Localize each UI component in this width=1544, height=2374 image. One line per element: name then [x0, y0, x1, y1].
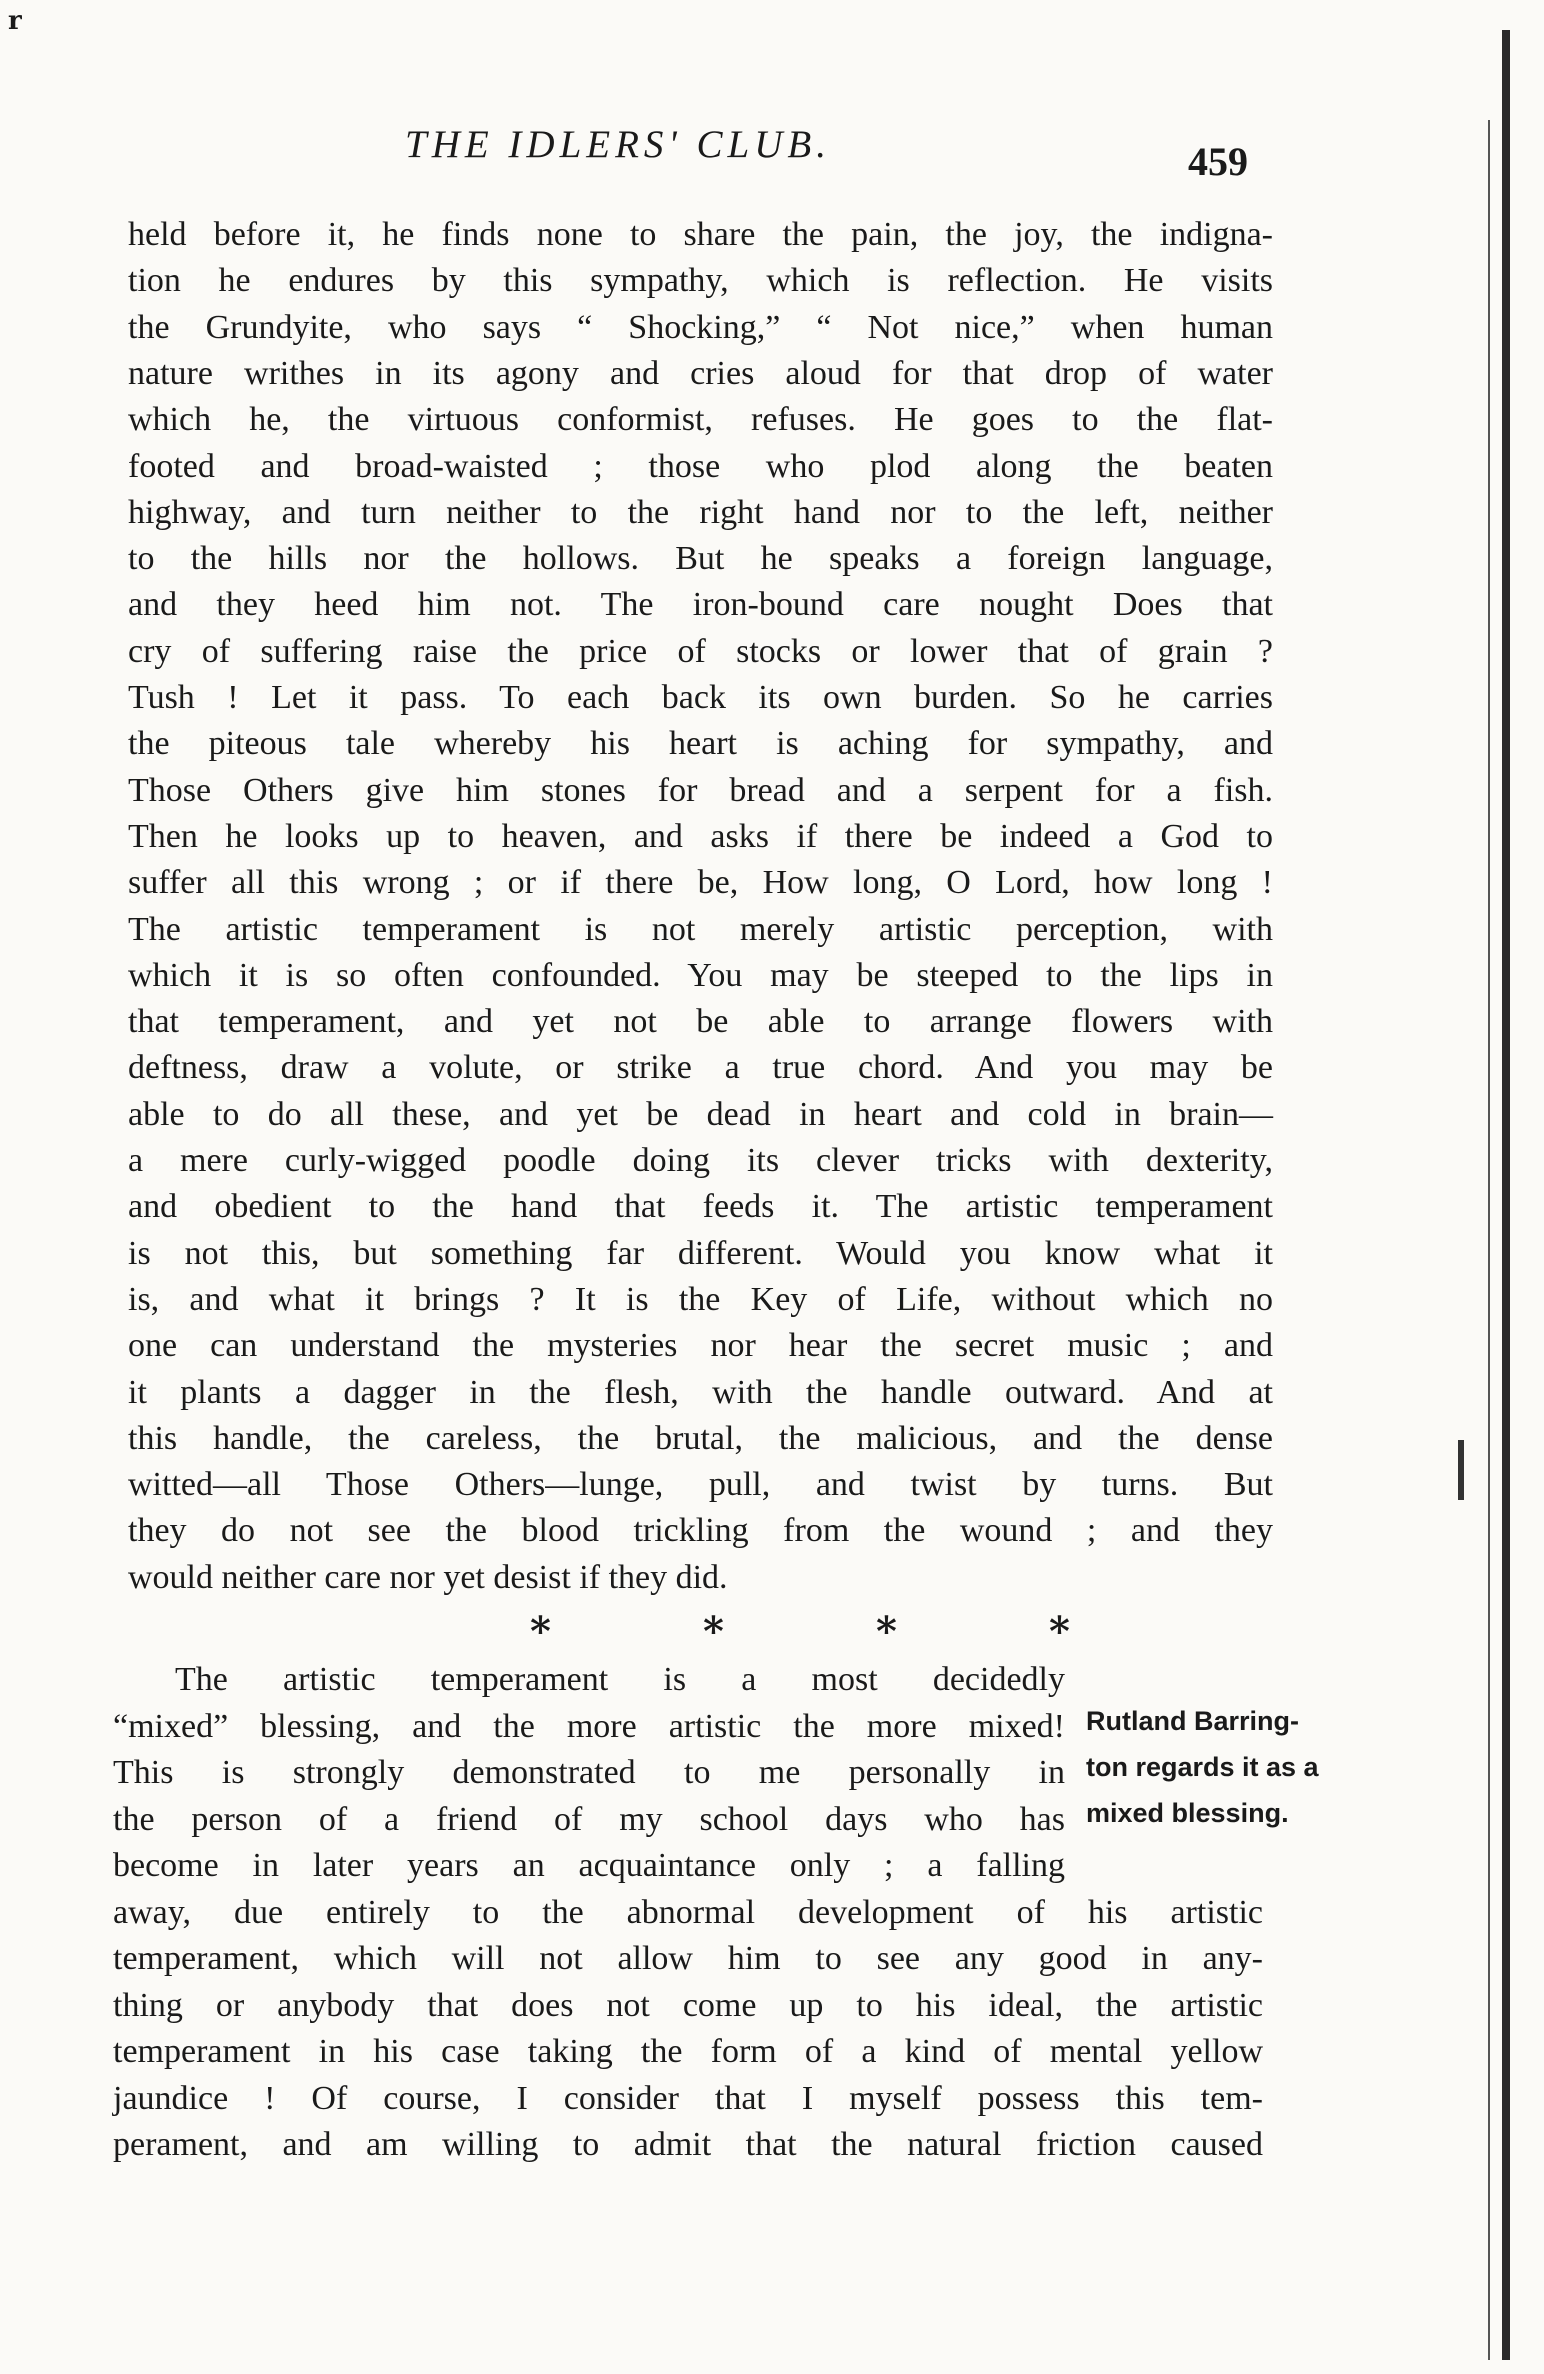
text-line: suffer all this wrong ; or if there be, How long, O Lord, how long ! — [128, 864, 1273, 902]
text-line: become in later years an acquaintance only ; a falling — [113, 1847, 1065, 1884]
star-ornament: * — [876, 1608, 897, 1655]
text-line: and obedient to the hand that feeds it. The artistic temperament — [128, 1188, 1273, 1226]
binding-edge-inner — [1488, 120, 1490, 2360]
text-line: footed and broad-waisted ; those who plod along the beaten — [128, 447, 1273, 485]
text-line: cry of suffering raise the price of stocks or lower that of grain ? — [128, 632, 1273, 670]
text-line: able to do all these, and yet be dead in heart and cold in brain— — [128, 1095, 1273, 1133]
text-line: The artistic temperament is a most decidedly — [175, 1661, 1065, 1698]
margin-note-line: ton regards it as a — [1086, 1752, 1319, 1782]
margin-note-line: mixed blessing. — [1086, 1798, 1289, 1828]
text-line: would neither care nor yet desist if they did. — [128, 1558, 728, 1596]
text-line: which it is so often confounded. You may be steeped to the lips in — [128, 956, 1273, 994]
binding-mark — [1458, 1440, 1464, 1500]
text-line: Those Others give him stones for bread and a serpent for a fish. — [128, 771, 1273, 809]
text-line: which he, the virtuous conformist, refuses. He goes to the flat- — [128, 401, 1273, 439]
text-line: temperament in his case taking the form of a kind of mental yellow — [113, 2033, 1263, 2070]
text-line: Tush ! Let it pass. To each back its own burden. So he carries — [128, 679, 1273, 716]
text-line: tion he endures by this sympathy, which is reflection. He visits — [128, 262, 1273, 300]
text-line: Then he looks up to heaven, and asks if there be indeed a God to — [128, 817, 1273, 855]
text-line: deftness, draw a volute, or strike a true chord. And you may be — [128, 1049, 1273, 1087]
text-line: a mere curly-wigged poodle doing its clever tricks with dexterity, — [128, 1142, 1273, 1179]
running-title: THE IDLERS' CLUB. — [405, 123, 831, 166]
corner-mark: r — [8, 6, 22, 36]
text-line: the person of a friend of my school days who has — [113, 1800, 1065, 1838]
text-line: held before it, he finds none to share the pain, the joy, the indigna- — [128, 216, 1273, 253]
text-line: away, due entirely to the abnormal development of his artistic — [113, 1893, 1263, 1931]
text-line: jaundice ! Of course, I consider that I myself possess this tem- — [113, 2079, 1263, 2117]
text-line: that temperament, and yet not be able to arrange flowers with — [128, 1003, 1273, 1041]
text-line: perament, and am willing to admit that the natural friction caused — [113, 2126, 1263, 2163]
text-line: “mixed” blessing, and the more artistic the more mixed! — [113, 1707, 1065, 1745]
star-ornament: * — [530, 1608, 551, 1655]
text-line: one can understand the mysteries nor hear the secret music ; and — [128, 1327, 1273, 1365]
text-line: highway, and turn neither to the right hand nor to the left, neither — [128, 493, 1273, 531]
text-line: and they heed him not. The iron-bound care nought Does that — [128, 586, 1273, 624]
text-line: they do not see the blood trickling from the wound ; and they — [128, 1512, 1273, 1550]
text-line: thing or anybody that does not come up to his ideal, the artistic — [113, 1986, 1263, 2024]
star-ornament: * — [703, 1608, 724, 1655]
text-line: This is strongly demonstrated to me personally in — [113, 1754, 1065, 1791]
star-ornament: * — [1049, 1608, 1070, 1655]
text-line: it plants a dagger in the flesh, with the handle outward. And at — [128, 1373, 1273, 1411]
text-line: is, and what it brings ? It is the Key of Life, without which no — [128, 1280, 1273, 1318]
text-line: temperament, which will not allow him to see any good in any- — [113, 1940, 1263, 1977]
text-line: the piteous tale whereby his heart is aching for sympathy, and — [128, 725, 1273, 763]
section-break — [530, 1608, 1070, 1655]
text-line: witted—all Those Others—lunge, pull, and twist by turns. But — [128, 1466, 1273, 1504]
text-line: nature writhes in its agony and cries aloud for that drop of water — [128, 354, 1273, 392]
text-line: is not this, but something far different. Would you know what it — [128, 1234, 1273, 1272]
text-line: The artistic temperament is not merely artistic perception, with — [128, 910, 1273, 948]
page-number: 459 — [1188, 139, 1248, 184]
text-line: this handle, the careless, the brutal, the malicious, and the dense — [128, 1419, 1273, 1457]
margin-note — [1086, 1698, 1386, 1836]
binding-edge — [1502, 30, 1510, 2360]
text-line: the Grundyite, who says “ Shocking,” “ Not nice,” when human — [128, 308, 1273, 346]
margin-note-line: Rutland Barring- — [1086, 1706, 1299, 1736]
text-line: to the hills nor the hollows. But he speaks a foreign language, — [128, 540, 1273, 578]
